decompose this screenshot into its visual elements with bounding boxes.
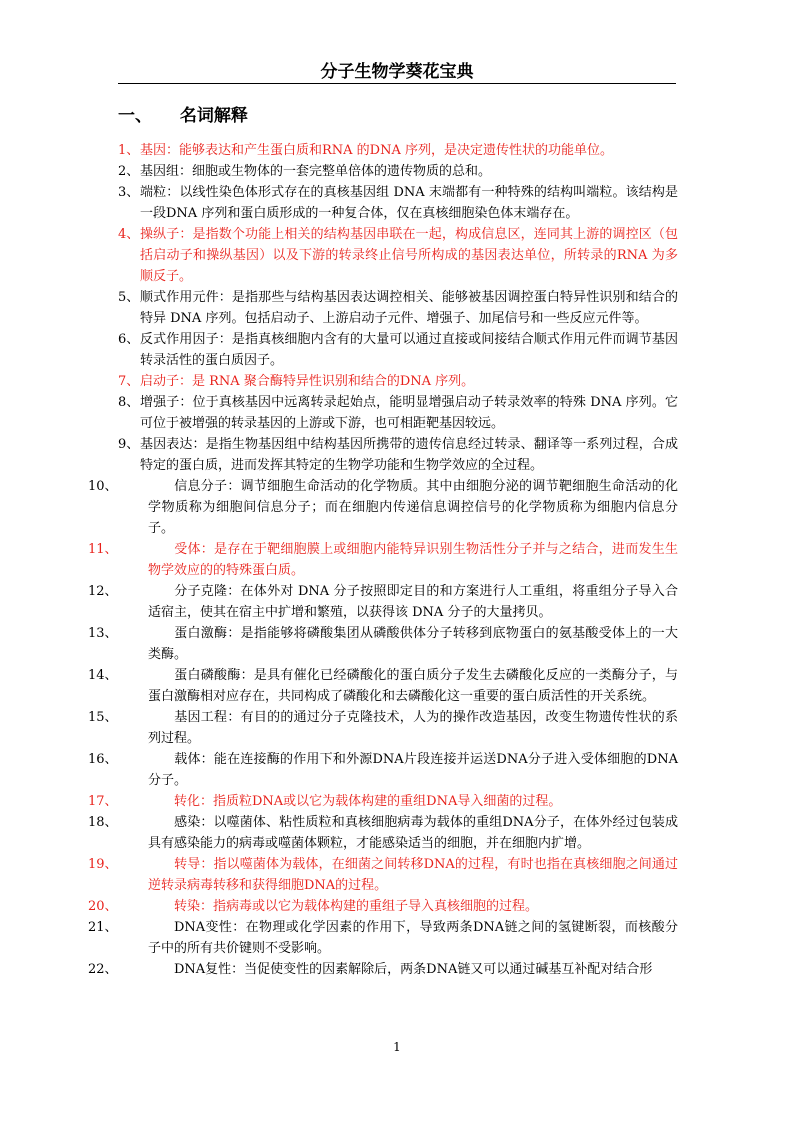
item-number: 6、 (118, 332, 140, 347)
definition-list (88, 140, 678, 980)
definition-item (88, 476, 678, 539)
item-text: 基因：能够表达和产生蛋白质和RNA 的DNA 序列，是决定遗传性状的功能单位。 (140, 143, 614, 158)
item-number: 13、 (88, 626, 118, 641)
item-text: 信息分子：调节细胞生命活动的化学物质。其中由细胞分泌的调节靶细胞生命活动的化学物质称为细胞间信息分子；而在细胞内传递信息调控信号的化学物质称为细胞内信息分子。 (148, 479, 678, 536)
definition-item (118, 224, 678, 287)
item-number: 18、 (88, 815, 118, 830)
definition-item (88, 959, 678, 980)
definition-item (118, 329, 678, 371)
item-number: 22、 (88, 962, 118, 977)
item-text: 基因表达：是指生物基因组中结构基因所携带的遗传信息经过转录、翻译等一系列过程，合成特定的蛋白质，进而发挥其特定的生物学功能和生物学效应的全过程。 (140, 437, 678, 473)
item-text: DNA变性：在物理或化学因素的作用下，导致两条DNA链之间的氢键断裂，而核酸分子中的所有共价键则不受影响。 (148, 920, 678, 956)
item-number: 16、 (88, 752, 118, 767)
item-text: 反式作用因子：是指真核细胞内含有的大量可以通过直接或间接结合顺式作用元件而调节基因转录活性的蛋白质因子。 (140, 332, 678, 368)
item-text: 基因组：细胞或生物体的一套完整单倍体的遗传物质的总和。 (140, 164, 492, 179)
item-number: 5、 (118, 290, 140, 305)
definition-item (88, 665, 678, 707)
item-number: 20、 (88, 899, 118, 914)
item-number: 10、 (88, 479, 118, 494)
item-number: 11、 (88, 542, 118, 557)
definition-item (88, 623, 678, 665)
section-title: 名词解释 (179, 106, 248, 126)
definition-item (118, 392, 678, 434)
item-number: 1、 (118, 143, 140, 158)
item-text: 增强子：位于真核基因中远离转录起始点，能明显增强启动子转录效率的特殊 DNA 序列。它可位于被增强的转录基因的上游或下游，也可相距靶基因较远。 (140, 395, 678, 431)
section-number: 一、 (118, 106, 152, 126)
item-text: 顺式作用元件：是指那些与结构基因表达调控相关、能够被基因调控蛋白特异性识别和结合的特异 DNA 序列。包括启动子、上游启动子元件、增强子、加尾信号和一些反应元件等。 (140, 290, 678, 326)
item-text: 转染：指病毒或以它为载体构建的重组子导入真核细胞的过程。 (174, 899, 539, 914)
item-text: 蛋白磷酸酶：是具有催化已经磷酸化的蛋白质分子发生去磷酸化反应的一类酶分子，与蛋白激酶相对应存在，共同构成了磷酸化和去磷酸化这一重要的蛋白质活性的开关系统。 (148, 668, 678, 704)
definition-item (118, 161, 678, 182)
definition-item (118, 182, 678, 224)
item-text: 蛋白激酶：是指能够将磷酸集团从磷酸供体分子转移到底物蛋白的氨基酸受体上的一大类酶。 (148, 626, 678, 662)
item-number: 9、 (118, 437, 140, 452)
item-number: 8、 (118, 395, 140, 410)
definition-item (88, 812, 678, 854)
section-heading (118, 106, 248, 126)
item-text: 受体：是存在于靶细胞膜上或细胞内能特异识别生物活性分子并与之结合，进而发生生物学效应的的特殊蛋白质。 (148, 542, 678, 578)
item-text: 转导：指以噬菌体为载体，在细菌之间转移DNA的过程，有时也指在真核细胞之间通过逆转录病毒转移和获得细胞DNA的过程。 (148, 857, 678, 893)
definition-item (88, 539, 678, 581)
header-rule (118, 83, 676, 84)
item-number: 21、 (88, 920, 118, 935)
definition-item (88, 749, 678, 791)
item-number: 7、 (118, 374, 140, 389)
definition-item (118, 287, 678, 329)
item-number: 2、 (118, 164, 140, 179)
page-title: 分子生物学葵花宝典 (320, 62, 474, 82)
definition-item (118, 140, 678, 161)
item-text: 端粒：以线性染色体形式存在的真核基因组 DNA 末端都有一种特殊的结构叫端粒。该结构是一段DNA 序列和蛋白质形成的一种复合体，仅在真核细胞染色体末端存在。 (140, 185, 678, 221)
item-text: 分子克隆：在体外对 DNA 分子按照即定目的和方案进行人工重组，将重组分子导入合适宿主，使其在宿主中扩增和繁殖，以获得该 DNA 分子的大量拷贝。 (148, 584, 678, 620)
definition-item (118, 371, 678, 392)
item-text: 启动子：是 RNA 聚合酶特异性识别和结合的DNA 序列。 (140, 374, 475, 389)
item-text: 操纵子：是指数个功能上相关的结构基因串联在一起，构成信息区，连同其上游的调控区（包括启动子和操纵基因）以及下游的转录终止信号所构成的基因表达单位，所转录的RNA 为多顺反子。 (140, 227, 678, 284)
item-number: 15、 (88, 710, 118, 725)
item-text: 基因工程：有目的的通过分子克隆技术，人为的操作改造基因，改变生物遗传性状的系列过程。 (148, 710, 678, 746)
item-number: 17、 (88, 794, 118, 809)
item-number: 4、 (118, 227, 140, 242)
definition-item (88, 917, 678, 959)
item-text: 转化：指质粒DNA或以它为载体构建的重组DNA导入细菌的过程。 (174, 794, 562, 809)
item-text: DNA复性：当促使变性的因素解除后，两条DNA链又可以通过碱基互补配对结合形 (174, 962, 653, 977)
page-number: 1 (393, 1040, 401, 1054)
item-number: 12、 (88, 584, 118, 599)
item-text: 感染：以噬菌体、粘性质粒和真核细胞病毒为载体的重组DNA分子，在体外经过包装成具有感染能力的病毒或噬菌体颗粒，才能感染适当的细胞，并在细胞内扩增。 (148, 815, 678, 851)
definition-item (88, 791, 678, 812)
definition-item (88, 707, 678, 749)
definition-item (88, 896, 678, 917)
definition-item (118, 434, 678, 476)
item-number: 3、 (118, 185, 140, 200)
definition-item (88, 581, 678, 623)
item-number: 14、 (88, 668, 118, 683)
definition-item (88, 854, 678, 896)
item-text: 载体：能在连接酶的作用下和外源DNA片段连接并运送DNA分子进入受体细胞的DNA分子。 (148, 752, 678, 788)
item-number: 19、 (88, 857, 118, 872)
